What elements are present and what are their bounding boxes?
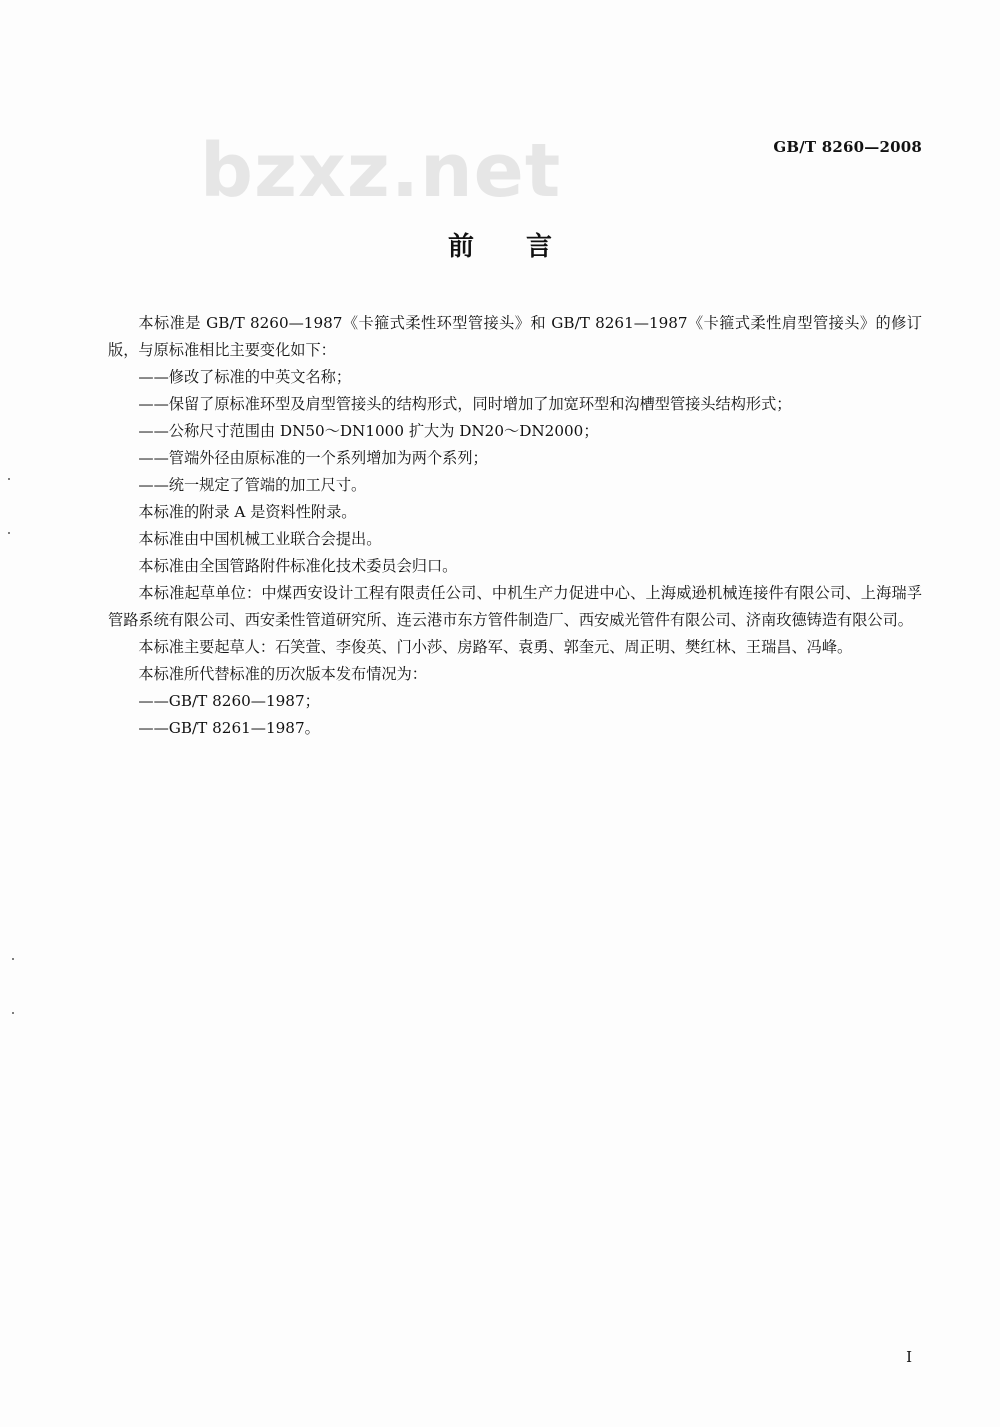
paragraph-drafters: 本标准主要起草人：石笑萱、李俊英、门小莎、房路军、袁勇、郭奎元、周正明、樊红林、王瑞昌、冯峰。 (138, 638, 853, 656)
watermark: bzxz.net (200, 128, 562, 214)
scan-artifact (12, 1012, 14, 1014)
scan-artifact (8, 532, 10, 534)
scan-artifact (12, 958, 14, 960)
history-item: ——GB/T 8260—1987； (138, 692, 320, 710)
paragraph-history: 本标准所代替标准的历次版本发布情况为： (138, 665, 427, 683)
page-number: I (906, 1348, 912, 1366)
history-item: ——GB/T 8261—1987。 (138, 719, 320, 737)
scan-artifact (8, 478, 10, 480)
paragraph-intro: 本标准是 GB/T 8260—1987《卡箍式柔性环型管接头》和 GB/T 8261—1987《卡箍式柔性肩型管接头》的修订版，与原标准相比主要变化如下： (108, 314, 922, 359)
change-item: ——保留了原标准环型及肩型管接头的结构形式，同时增加了加宽环型和沟槽型管接头结构形式； (138, 395, 792, 413)
page-title: 前言 (447, 232, 604, 262)
change-item: ——管端外径由原标准的一个系列增加为两个系列； (138, 449, 488, 467)
paragraph-proposer: 本标准由中国机械工业联合会提出。 (138, 530, 382, 548)
paragraph-drafting-units: 本标准起草单位：中煤西安设计工程有限责任公司、中机生产力促进中心、上海威逊机械连接件有限公司、上海瑞孚管路系统有限公司、西安柔性管道研究所、连云港市东方管件制造厂、西安威光管件有限公司、济南玫德铸造有限公司。 (108, 584, 922, 629)
change-item: ——修改了标准的中英文名称； (138, 368, 352, 386)
paragraph-committee: 本标准由全国管路附件标准化技术委员会归口。 (138, 557, 458, 575)
preface-body (108, 310, 922, 742)
paragraph-appendix: 本标准的附录 A 是资料性附录。 (138, 503, 357, 521)
standard-code: GB/T 8260—2008 (773, 138, 922, 156)
change-item: ——统一规定了管端的加工尺寸。 (138, 476, 367, 494)
change-item: ——公称尺寸范围由 DN50～DN1000 扩大为 DN20～DN2000； (138, 422, 599, 440)
